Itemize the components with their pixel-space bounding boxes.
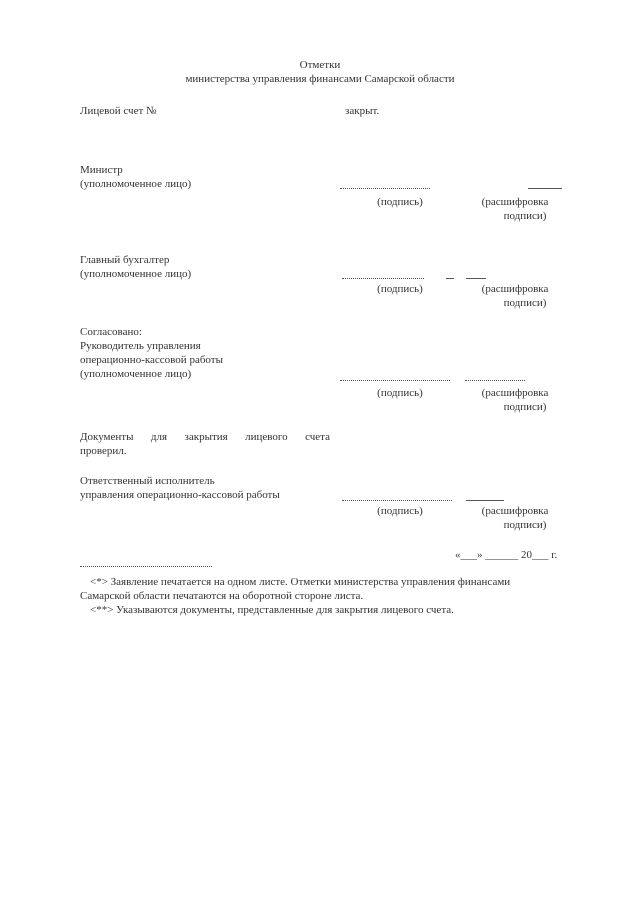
responsible-decode-line: [466, 500, 504, 501]
accountant-decode-caption-1: (расшифровка: [481, 283, 549, 295]
footnote-1-line2: Самарской области печатаются на оборотной стороне листа.: [80, 590, 364, 602]
agreed-department: операционно-кассовой работы: [80, 354, 223, 366]
responsible-department: управления операционно-кассовой работы: [80, 489, 280, 501]
accountant-role: (уполномоченное лицо): [80, 268, 192, 280]
documents-checked-line2: проверил.: [80, 445, 127, 457]
agreed-role: (уполномоченное лицо): [80, 368, 192, 380]
account-label: Лицевой счет №: [80, 105, 157, 117]
agreed-decode-caption-2: подписи): [503, 401, 547, 413]
responsible-decode-caption-1: (расшифровка: [481, 505, 549, 517]
accountant-dash: [446, 278, 454, 279]
accountant-signature-caption: (подпись): [377, 283, 423, 295]
footnote-separator: [80, 566, 212, 567]
minister-title: Министр: [80, 164, 123, 176]
agreed-head: Руководитель управления: [80, 340, 201, 352]
responsible-signature-line: [342, 500, 452, 501]
documents-checked-line1: Документы для закрытия лицевого счета: [80, 431, 330, 443]
accountant-title: Главный бухгалтер: [80, 254, 170, 266]
date-line: «___» ______ 20___ г.: [455, 549, 558, 561]
agreed-decode-caption-1: (расшифровка: [481, 387, 549, 399]
accountant-decode-line: [466, 278, 486, 279]
minister-decode-caption-2: подписи): [503, 210, 547, 222]
minister-signature-caption: (подпись): [377, 196, 423, 208]
minister-role: (уполномоченное лицо): [80, 178, 192, 190]
accountant-signature-line: [342, 278, 424, 279]
footnote-1-line1: <*> Заявление печатается на одном листе. Отметки министерства управления финансами: [90, 576, 511, 588]
document-title: Отметки: [299, 59, 341, 71]
minister-signature-line: [340, 188, 430, 189]
account-status: закрыт.: [345, 105, 380, 117]
document-subtitle: министерства управления финансами Самарской области: [185, 73, 455, 85]
responsible-title: Ответственный исполнитель: [80, 475, 215, 487]
agreed-label: Согласовано:: [80, 326, 142, 338]
responsible-decode-caption-2: подписи): [503, 519, 547, 531]
responsible-signature-caption: (подпись): [377, 505, 423, 517]
minister-decode-caption-1: (расшифровка: [481, 196, 549, 208]
minister-decode-line: [528, 188, 562, 189]
footnote-2: <**> Указываются документы, представленные для закрытия лицевого счета.: [90, 604, 454, 616]
agreed-signature-caption: (подпись): [377, 387, 423, 399]
agreed-signature-line: [340, 380, 450, 381]
accountant-decode-caption-2: подписи): [503, 297, 547, 309]
agreed-decode-line: [465, 380, 525, 381]
